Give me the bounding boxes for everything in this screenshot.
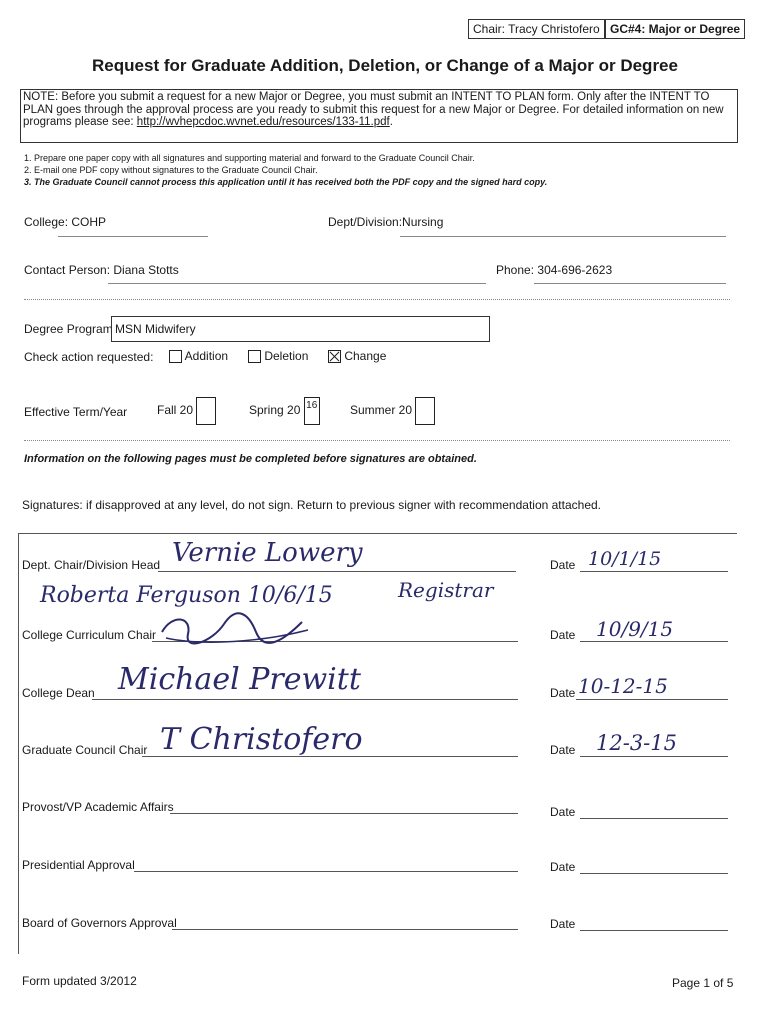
date-label-4: Date	[550, 743, 576, 757]
phone-underline	[534, 283, 726, 284]
contact-underline	[108, 283, 486, 284]
phone-value: 304-696-2623	[537, 263, 613, 277]
change-label: Change	[344, 349, 387, 363]
degree-input[interactable]: MSN Midwifery	[111, 316, 490, 342]
signature-college-dean: Michael Prewitt	[118, 662, 361, 697]
phone-field[interactable]	[496, 263, 612, 277]
change-checkbox[interactable]	[328, 350, 341, 363]
term-label: Effective Term/Year	[24, 405, 128, 419]
addition-label: Addition	[184, 349, 229, 363]
addition-checkbox[interactable]	[169, 350, 182, 363]
sig-role-board: Board of Governors Approval	[22, 916, 177, 930]
contact-label: Contact Person:	[24, 263, 111, 277]
date-label-5: Date	[550, 805, 576, 819]
date-value-1: 10/1/15	[588, 548, 662, 570]
degree-label: Degree Program	[24, 322, 113, 336]
sig-role-curriculum-chair: College Curriculum Chair	[22, 628, 157, 642]
sig-line-board[interactable]	[172, 929, 518, 930]
spring-year-box[interactable]: 16	[304, 397, 320, 425]
contact-field[interactable]	[24, 263, 179, 277]
date-line-5[interactable]	[580, 818, 728, 819]
fall-label: Fall 20	[157, 403, 194, 418]
form-updated: Form updated 3/2012	[22, 974, 137, 988]
sig-role-college-dean: College Dean	[22, 686, 95, 700]
action-change-option[interactable]	[328, 349, 386, 363]
deletion-checkbox[interactable]	[248, 350, 261, 363]
term-divider	[24, 440, 730, 441]
note-box	[20, 89, 738, 143]
sig-line-presidential[interactable]	[134, 871, 518, 872]
sig-role-provost: Provost/VP Academic Affairs	[22, 800, 174, 814]
fall-year-box[interactable]	[196, 397, 216, 425]
spring-label: Spring 20	[249, 403, 301, 418]
date-value-3: 10-12-15	[578, 674, 668, 698]
section-divider	[24, 299, 730, 300]
registrar-signature: Roberta Ferguson 10/6/15	[40, 583, 333, 608]
dept-value: Nursing	[402, 215, 444, 229]
date-line-1[interactable]	[580, 571, 728, 572]
instructions	[24, 152, 547, 189]
college-field[interactable]	[24, 215, 106, 229]
date-line-7[interactable]	[580, 930, 728, 931]
sig-line-dept-chair[interactable]	[158, 571, 516, 572]
fall-term[interactable]	[157, 397, 216, 425]
note-text: NOTE: Before you submit a request for a new Major or Degree, you must submit an INTENT TO PLAN form. Only after the INTENT TO PLAN goes through the approval process are you ready to submit this request for a new Major or Degree. For detailed information on new programs please see:	[23, 91, 724, 128]
date-line-6[interactable]	[580, 873, 728, 874]
note-link-suffix: .	[389, 116, 393, 128]
phone-label: Phone:	[496, 263, 535, 277]
signature-graduate-council-chair: T Christofero	[160, 722, 363, 757]
date-label-3: Date	[550, 686, 576, 700]
form-code: GC#4: Major or Degree	[605, 19, 745, 39]
college-value: COHP	[71, 215, 107, 229]
date-label-1: Date	[550, 558, 576, 572]
deletion-label: Deletion	[264, 349, 309, 363]
signature-curriculum-chair	[152, 608, 312, 648]
step-1: 1. Prepare one paper copy with all signatures and supporting material and forward to the Graduate Council Chair.	[24, 153, 475, 163]
page-title: Request for Graduate Addition, Deletion, or Change of a Major or Degree	[92, 56, 678, 75]
date-label-6: Date	[550, 860, 576, 874]
college-label: College:	[24, 215, 69, 229]
sig-role-graduate-council-chair: Graduate Council Chair	[22, 743, 148, 757]
summer-label: Summer 20	[350, 403, 413, 418]
signatures-note: Signatures: if disapproved at any level, do not sign. Return to previous signer with recommendation attached.	[22, 498, 601, 512]
date-value-2: 10/9/15	[596, 617, 674, 641]
signature-dept-chair: Vernie Lowery	[172, 538, 363, 568]
sig-line-college-dean[interactable]	[92, 699, 518, 700]
sig-role-presidential: Presidential Approval	[22, 858, 135, 872]
date-line-4[interactable]	[580, 756, 728, 757]
action-addition-option[interactable]	[169, 349, 228, 363]
action-deletion-option[interactable]	[248, 349, 308, 363]
summer-year-box[interactable]	[415, 397, 435, 425]
dept-underline	[400, 236, 726, 237]
info-note: Information on the following pages must be completed before signatures are obtained.	[24, 453, 477, 465]
contact-value: Diana Stotts	[113, 263, 179, 277]
college-underline	[58, 236, 208, 237]
dept-label: Dept/Division:	[328, 215, 403, 229]
step-3: 3. The Graduate Council cannot process this application until it has received both the PDF copy and the signed hard copy.	[24, 177, 548, 188]
spring-term[interactable]	[249, 397, 320, 425]
sig-line-provost[interactable]	[170, 813, 518, 814]
chair-label: Chair: Tracy Christofero	[468, 19, 605, 39]
dept-field[interactable]	[328, 215, 443, 229]
step-2: 2. E-mail one PDF copy without signatures to the Graduate Council Chair.	[24, 165, 318, 176]
date-line-3[interactable]	[576, 699, 728, 700]
date-label-7: Date	[550, 917, 576, 931]
action-label: Check action requested:	[24, 350, 154, 364]
summer-term[interactable]	[350, 397, 435, 425]
sig-role-dept-chair: Dept. Chair/Division Head	[22, 558, 161, 572]
registrar-title: Registrar	[398, 578, 494, 602]
date-label-2: Date	[550, 628, 576, 642]
date-value-4: 12-3-15	[596, 731, 677, 755]
date-line-2[interactable]	[580, 641, 728, 642]
resources-link[interactable]: http://wvhepcdoc.wvnet.edu/resources/133-11.pdf	[136, 116, 390, 128]
page-number: Page 1 of 5	[672, 976, 734, 990]
